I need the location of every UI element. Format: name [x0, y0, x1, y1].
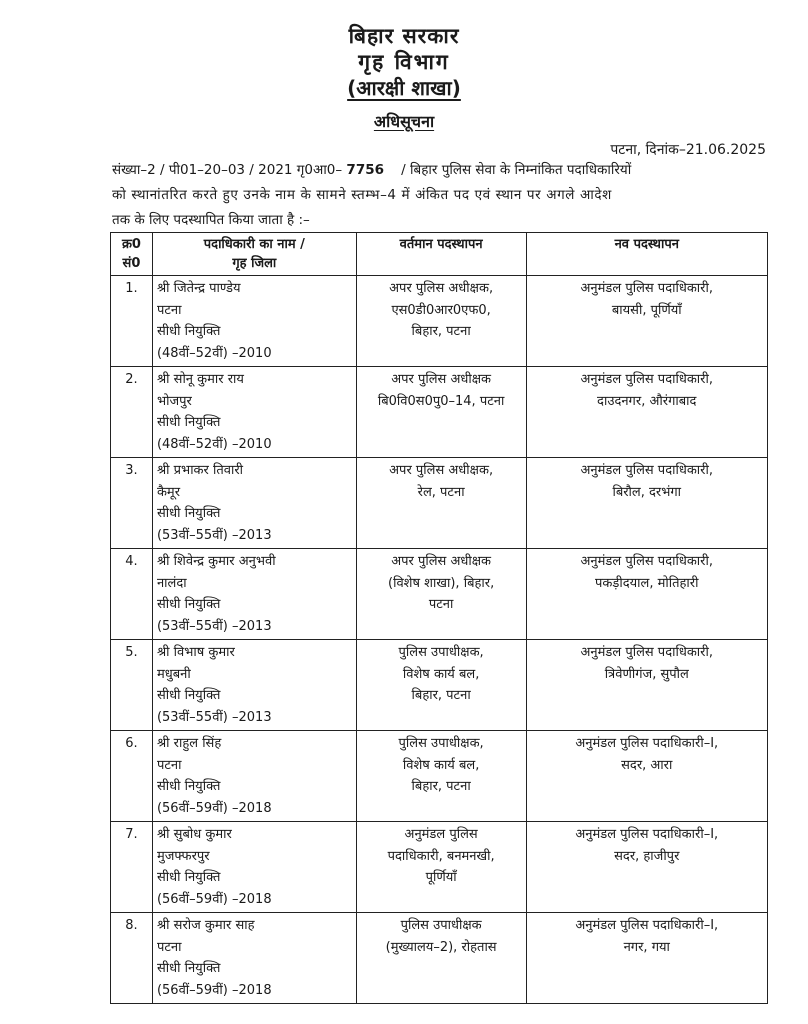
current-posting-line: (विशेष शाखा), बिहार,	[388, 575, 495, 591]
home-district: मधुबनी	[156, 666, 191, 682]
appointment-type: सीधी नियुक्ति	[156, 506, 221, 521]
officer-name: श्री सोनू कुमार राय	[156, 372, 244, 387]
officer-name: श्री राहुल सिंह	[156, 736, 222, 751]
officer-cell	[152, 276, 356, 367]
new-posting-cell	[526, 549, 767, 640]
current-posting-line: पूर्णियाँ	[425, 870, 457, 885]
department-title: गृह विभाग	[358, 50, 450, 74]
home-district: पटना	[156, 302, 182, 318]
batch-year: (56वीं–59वीं) –2018	[156, 982, 272, 998]
current-posting-line: बिहार, पटना	[411, 779, 471, 794]
batch-year: (53वीं–55वीं) –2013	[156, 709, 272, 725]
current-posting-line: (मुख्यालय–2), रोहतास	[385, 939, 497, 955]
serial-cell: 7.	[111, 822, 153, 913]
current-posting-line: अपर पुलिस अधीक्षक,	[389, 463, 494, 478]
table-header-row	[111, 233, 768, 276]
appointment-type: सीधी नियुक्ति	[156, 870, 221, 885]
current-posting-cell	[356, 549, 526, 640]
batch-year: (48वीं–52वीं) –2010	[156, 345, 272, 361]
appointment-type: सीधी नियुक्ति	[156, 324, 221, 339]
current-posting-line: बिहार, पटना	[411, 688, 471, 703]
new-posting-cell	[526, 731, 767, 822]
officer-cell	[152, 640, 356, 731]
officer-name: श्री विभाष कुमार	[156, 645, 235, 660]
home-district: कैमूर	[156, 484, 181, 500]
batch-year: (48वीं–52वीं) –2010	[156, 436, 272, 452]
new-posting-cell	[526, 913, 767, 1004]
current-posting-line: रेल, पटना	[417, 484, 465, 500]
officer-name: श्री प्रभाकर तिवारी	[156, 463, 244, 478]
new-posting-line: अनुमंडल पुलिस पदाधिकारी,	[580, 645, 713, 660]
current-posting-cell	[356, 822, 526, 913]
serial-cell: 4.	[111, 549, 153, 640]
new-posting-line: अनुमंडल पुलिस पदाधिकारी,	[580, 463, 713, 478]
appointment-type: सीधी नियुक्ति	[156, 688, 221, 703]
appointment-type: सीधी नियुक्ति	[156, 415, 221, 430]
current-posting-line: पुलिस उपाधीक्षक,	[398, 736, 484, 751]
batch-year: (53वीं–55वीं) –2013	[156, 618, 272, 634]
new-posting-line: अनुमंडल पुलिस पदाधिकारी–I,	[575, 827, 719, 842]
table-row	[111, 640, 768, 731]
new-posting-line: दाउदनगर, औरंगाबाद	[597, 393, 697, 409]
new-posting-cell	[526, 640, 767, 731]
officer-name: श्री शिवेन्द्र कुमार अनुभवी	[156, 554, 276, 569]
new-posting-line: बायसी, पूर्णियाँ	[611, 302, 682, 318]
table-row	[111, 367, 768, 458]
officer-cell	[152, 458, 356, 549]
dateline: पटना, दिनांक–21.06.2025	[610, 142, 766, 158]
header-new-posting: नव पदस्थापन	[526, 233, 767, 276]
officer-cell	[152, 913, 356, 1004]
table-row	[111, 731, 768, 822]
current-posting-line: पुलिस उपाधीक्षक,	[398, 645, 484, 660]
home-district: भोजपुर	[156, 393, 192, 409]
officer-cell	[152, 822, 356, 913]
new-posting-line: अनुमंडल पुलिस पदाधिकारी–I,	[575, 736, 719, 751]
current-posting-line: अपर पुलिस अधीक्षक,	[389, 281, 494, 296]
new-posting-line: अनुमंडल पुलिस पदाधिकारी,	[580, 372, 713, 387]
current-posting-line: पुलिस उपाधीक्षक	[400, 918, 482, 933]
new-posting-line: अनुमंडल पुलिस पदाधिकारी,	[580, 554, 713, 569]
officer-cell	[152, 549, 356, 640]
officer-name: श्री सरोज कुमार साह	[156, 918, 255, 933]
new-posting-line: अनुमंडल पुलिस पदाधिकारी,	[580, 281, 713, 296]
transfer-table	[110, 232, 768, 1004]
order-number: 7756	[346, 162, 384, 178]
home-district: पटना	[156, 757, 182, 773]
current-posting-cell	[356, 913, 526, 1004]
branch-title: (आरक्षी शाखा)	[347, 76, 461, 100]
officer-cell	[152, 367, 356, 458]
new-posting-cell	[526, 367, 767, 458]
serial-cell: 5.	[111, 640, 153, 731]
current-posting-line: पटना	[428, 597, 454, 612]
header-current-posting: वर्तमान पदस्थापन	[356, 233, 526, 276]
appointment-type: सीधी नियुक्ति	[156, 597, 221, 612]
notification-title: अधिसूचना	[373, 112, 435, 131]
new-posting-cell	[526, 458, 767, 549]
intro-line-2: को स्थानांतरित करते हुए उनके नाम के सामने स्तम्भ–4 में अंकित पद एवं स्थान पर अगले आदेश	[112, 187, 612, 203]
new-posting-cell	[526, 276, 767, 367]
serial-cell: 3.	[111, 458, 153, 549]
header-name: पदाधिकारी का नाम / गृह जिला	[152, 233, 356, 276]
intro-line-3: तक के लिए पदस्थापित किया जाता है :–	[112, 212, 310, 228]
serial-cell: 2.	[111, 367, 153, 458]
batch-year: (56वीं–59वीं) –2018	[156, 891, 272, 907]
serial-cell: 6.	[111, 731, 153, 822]
new-posting-line: पकड़ीदयाल, मोतिहारी	[595, 575, 699, 591]
new-posting-line: त्रिवेणीगंज, सुपौल	[604, 666, 689, 682]
govt-title: बिहार सरकार	[348, 24, 460, 48]
current-posting-cell	[356, 276, 526, 367]
current-posting-line: अपर पुलिस अधीक्षक	[391, 554, 492, 569]
current-posting-line: विशेष कार्य बल,	[402, 666, 480, 682]
header-serial: क्र0 सं0	[111, 233, 153, 276]
current-posting-line: अनुमंडल पुलिस	[404, 827, 478, 842]
current-posting-cell	[356, 731, 526, 822]
new-posting-cell	[526, 822, 767, 913]
appointment-type: सीधी नियुक्ति	[156, 779, 221, 794]
appointment-type: सीधी नियुक्ति	[156, 961, 221, 976]
current-posting-line: अपर पुलिस अधीक्षक	[391, 372, 492, 387]
home-district: मुजफ्फरपुर	[156, 848, 210, 864]
table-row	[111, 549, 768, 640]
batch-year: (53वीं–55वीं) –2013	[156, 527, 272, 543]
new-posting-line: सदर, हाजीपुर	[614, 848, 680, 864]
home-district: नालंदा	[156, 575, 187, 591]
intro-line-1: संख्या–2 / पी01–20–03 / 2021 गृ0आ0– 7756 / बिहार पुलिस सेवा के निम्नांकित पदाधिकारियों	[112, 162, 632, 178]
new-posting-line: अनुमंडल पुलिस पदाधिकारी–I,	[575, 918, 719, 933]
table-row	[111, 913, 768, 1004]
current-posting-line: पदाधिकारी, बनमनखी,	[387, 848, 495, 864]
table-row	[111, 276, 768, 367]
current-posting-line: एस0डी0आर0एफ0,	[391, 302, 491, 318]
table-row	[111, 458, 768, 549]
current-posting-line: बि0वि0स0पु0–14, पटना	[377, 393, 505, 409]
current-posting-cell	[356, 367, 526, 458]
serial-cell: 1.	[111, 276, 153, 367]
new-posting-line: बिरौल, दरभंगा	[612, 484, 682, 500]
new-posting-line: नगर, गया	[623, 939, 670, 955]
officer-name: श्री सुबोध कुमार	[156, 827, 232, 842]
current-posting-cell	[356, 640, 526, 731]
table-row	[111, 822, 768, 913]
officer-name: श्री जितेन्द्र पाण्डेय	[156, 281, 241, 296]
current-posting-cell	[356, 458, 526, 549]
current-posting-line: बिहार, पटना	[411, 324, 471, 339]
batch-year: (56वीं–59वीं) –2018	[156, 800, 272, 816]
serial-cell: 8.	[111, 913, 153, 1004]
officer-cell	[152, 731, 356, 822]
current-posting-line: विशेष कार्य बल,	[402, 757, 480, 773]
home-district: पटना	[156, 939, 182, 955]
new-posting-line: सदर, आरा	[621, 757, 673, 773]
